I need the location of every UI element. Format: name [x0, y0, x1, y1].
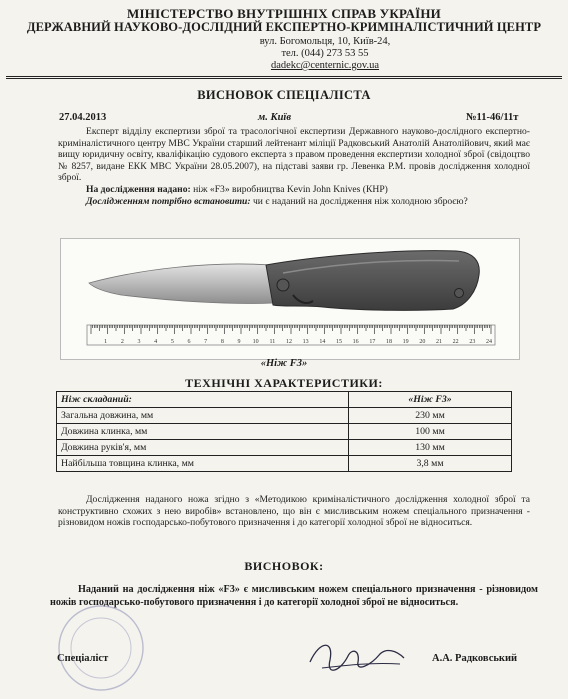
spec-value: 230 мм [349, 408, 512, 424]
pivot-screw [277, 279, 289, 291]
table-row [57, 456, 512, 472]
research-paragraph [58, 494, 530, 529]
spec-label: Найбільша товщина клинка, мм [57, 456, 349, 472]
ruler-label: 17 [369, 339, 376, 345]
spec-value: 3,8 мм [349, 456, 512, 472]
ruler-label: 11 [269, 339, 276, 345]
specs-heading: ТЕХНІЧНІ ХАРАКТЕРИСТИКИ: [185, 376, 383, 390]
photo-caption: «Ніж F3» [260, 358, 308, 369]
ruler-label: 6 [187, 339, 191, 345]
ruler-label: 18 [386, 339, 392, 345]
spec-value: 130 мм [349, 440, 512, 456]
header-divider [6, 76, 562, 77]
ruler-label: 21 [436, 339, 442, 345]
intro-paragraph [58, 126, 530, 207]
ruler-label: 7 [204, 339, 208, 345]
research-text: Дослідження наданого ножа згідно з «Методикою криміналістичного дослідження холодної зброї та конструктивно схожих з нею виробів» встановлено, що він є мисливським ножем спеціального призначення - різновидом ножів господарсько-побутового призначення і до категорії холодної зброї не відноситься. [58, 494, 530, 529]
table-row [57, 440, 512, 456]
email-address: dadekc@centernic.gov.ua [270, 60, 380, 71]
center-heading: ДЕРЖАВНИЙ НАУКОВО-ДОСЛІДНИЙ ЕКСПЕРТНО-КРИМІНАЛІСТИЧНИЙ ЦЕНТР [26, 20, 542, 34]
ruler-label: 22 [452, 339, 459, 345]
document-title: ВИСНОВОК СПЕЦІАЛІСТА [197, 88, 371, 102]
header-divider-2 [6, 78, 562, 79]
knife-blade [89, 264, 273, 304]
intro-text: Експерт відділу експертизи зброї та трасологічної експертизи Державного науково-дослідного експертно-криміналістичного центру МВС України старший лейтенант міліції Радковський Анатолій Анатолійович, який має вищу юридичну освіту, кваліфікацію судового експерта з правом проведення експертизи холодної зброї (свідоцтво № 8257, видане ЕКК МВС України 28.05.2007), на підставі заяви гр. Левенка Р.М. провів дослідження холодної зброї. [58, 126, 530, 184]
ruler-label: 19 [402, 339, 409, 345]
knife-handle [266, 251, 479, 311]
ruler-label: 15 [336, 339, 342, 345]
spec-value: 100 мм [349, 424, 512, 440]
ruler-label: 20 [419, 339, 426, 345]
submitted-value: ніж «F3» виробництва Kevin John Knives (КНР) [190, 183, 388, 195]
spec-label: Довжина клинка, мм [57, 424, 349, 440]
question-label: Дослідженням потрібно встановити: [86, 195, 251, 207]
ruler-label: 2 [120, 339, 124, 345]
conclusion-heading: ВИСНОВОК: [244, 559, 324, 573]
measurement-ruler [87, 325, 495, 345]
spec-label: Довжина руків'я, мм [57, 440, 349, 456]
knife-photo [60, 238, 520, 360]
submitted-label: На дослідження надано: [86, 183, 191, 195]
ruler-label: 3 [137, 339, 141, 345]
specs-header-value: «Ніж F3» [349, 392, 512, 408]
ruler-label: 14 [319, 339, 326, 345]
table-row [57, 424, 512, 440]
knife-illustration [61, 239, 519, 359]
ruler-label: 23 [469, 339, 476, 345]
document-date: 27.04.2013 [59, 112, 107, 123]
ruler-label: 4 [154, 339, 158, 345]
ruler-label: 16 [352, 339, 359, 345]
ruler-label: 12 [286, 339, 292, 345]
signature-role: Спеціаліст [57, 653, 109, 664]
address-line-1: вул. Богомольця, 10, Київ-24, [259, 36, 391, 47]
ministry-heading: МІНІСТЕРСТВО ВНУТРІШНІХ СПРАВ УКРАЇНИ [127, 6, 441, 21]
handwritten-signature [300, 632, 410, 682]
specs-table [56, 391, 512, 472]
ruler-label: 24 [486, 339, 492, 345]
ruler-label: 9 [237, 339, 241, 345]
specs-header-label: Ніж складаний: [57, 392, 349, 408]
ruler-label: 5 [170, 339, 174, 345]
conclusion-text: Наданий на дослідження ніж «F3» є мисливським ножем спеціального призначення - різновидом ножів господарсько-побутового призначення і до категорії холодної зброї не відноситься. [50, 584, 538, 608]
ruler-label: 13 [302, 339, 309, 345]
address-line-2: тел. (044) 273 53 55 [281, 48, 369, 59]
table-row [57, 408, 512, 424]
question-value: чи є наданий на дослідження ніж холодною зброєю? [250, 195, 468, 207]
ruler-label: 1 [104, 339, 108, 345]
document-number: №11-46/11т [466, 112, 519, 123]
specs-header-row [57, 392, 512, 408]
ruler-label: 10 [252, 339, 259, 345]
signature-name: А.А. Радковський [432, 653, 518, 664]
ruler-label: 8 [220, 339, 224, 345]
official-stamp [36, 600, 166, 695]
document-place: м. Київ [258, 112, 292, 123]
spec-label: Загальна довжина, мм [57, 408, 349, 424]
